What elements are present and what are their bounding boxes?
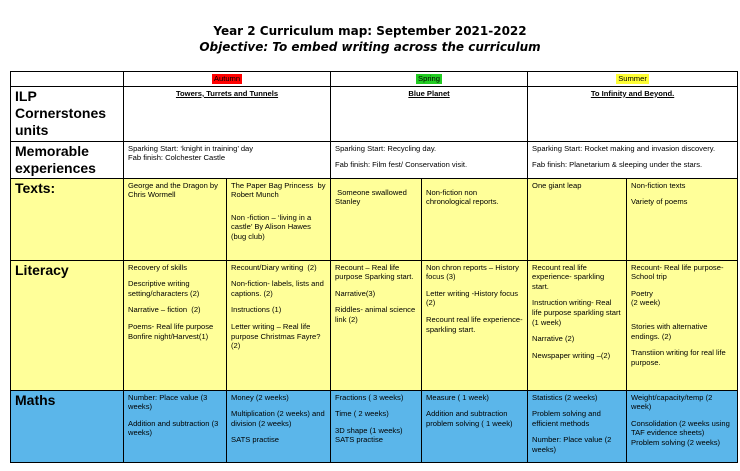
text-item: Variety of poems bbox=[631, 197, 688, 207]
literacy-item: Poems- Real life purpose Bonfire night/Harvest(1) bbox=[128, 321, 216, 341]
term-header-row bbox=[11, 72, 738, 87]
maths-item: Problem solving and efficient methods bbox=[532, 409, 603, 428]
literacy-cell bbox=[331, 260, 422, 390]
literacy-item: Transtiion writing for real life purpose. bbox=[631, 348, 728, 367]
text-item: One giant leap bbox=[532, 180, 582, 190]
text-item: The Paper Bag Princess by Robert Munch bbox=[231, 180, 328, 200]
literacy-item: Recount – Real life purpose Sparking start. bbox=[335, 262, 414, 282]
text-item: Non-fiction texts bbox=[631, 180, 686, 190]
term-spring-label: Spring bbox=[418, 74, 440, 83]
literacy-item: Non-fiction- labels, lists and captions. (2) bbox=[231, 279, 326, 298]
maths-item: SATS practise bbox=[231, 435, 279, 445]
literacy-item: Letter writing -History focus (2) bbox=[426, 288, 521, 308]
literacy-item: Non chron reports – History focus (3) bbox=[426, 262, 521, 282]
literacy-cell bbox=[422, 260, 528, 390]
memorable-summer-finish: Fab finish: Planetarium & sleeping under the stars. bbox=[532, 160, 703, 170]
text-item: Non -fiction – ‘living in a castle’ By Alison Hawes (bug club) bbox=[231, 212, 314, 241]
memorable-row bbox=[11, 141, 738, 178]
literacy-item: Instructions (1) bbox=[231, 305, 282, 315]
maths-item: Measure ( 1 week) bbox=[426, 392, 489, 402]
texts-row bbox=[11, 178, 738, 260]
corner-cell bbox=[11, 72, 124, 87]
literacy-cell bbox=[227, 260, 331, 390]
literacy-item: Narrative – fiction (2) bbox=[128, 305, 201, 315]
maths-item: Statistics (2 weeks) bbox=[532, 392, 598, 402]
literacy-item: Recount- Real life purpose- School trip bbox=[631, 262, 726, 282]
maths-cell bbox=[124, 390, 227, 462]
literacy-item: Instruction writing- Real life purpose sparkling start (1 week) bbox=[532, 298, 623, 327]
texts-cell bbox=[422, 178, 528, 260]
literacy-cell bbox=[627, 260, 738, 390]
texts-cell bbox=[627, 178, 738, 260]
literacy-cell bbox=[124, 260, 227, 390]
literacy-item: Recount real life experience- sparkling start. bbox=[426, 314, 525, 334]
literacy-item: Narrative (2) bbox=[532, 334, 575, 344]
literacy-item: Narrative(3) bbox=[335, 288, 376, 298]
maths-item: Weight/capacity/temp (2 week) bbox=[631, 392, 715, 412]
maths-item: Fractions ( 3 weeks) bbox=[335, 392, 404, 402]
row-heading-ilp: ILP Cornerstones units bbox=[11, 86, 124, 141]
memorable-autumn-start: Sparking Start: ‘knight in training’ day bbox=[128, 143, 254, 153]
theme-autumn: Towers, Turrets and Tunnels bbox=[124, 86, 331, 141]
maths-item: Time ( 2 weeks) bbox=[335, 409, 389, 419]
theme-spring: Blue Planet bbox=[331, 86, 528, 141]
ilp-row bbox=[11, 86, 738, 141]
term-spring-cell bbox=[331, 72, 528, 87]
texts-cell bbox=[528, 178, 627, 260]
theme-summer: To Infinity and Beyond. bbox=[528, 86, 738, 141]
literacy-item: Recount/Diary writing (2) bbox=[231, 262, 317, 272]
term-summer-cell bbox=[528, 72, 738, 87]
literacy-item: Recount real life experience- sparkling start. bbox=[532, 262, 607, 291]
term-summer-label: Summer bbox=[618, 74, 647, 83]
literacy-row bbox=[11, 260, 738, 390]
memorable-summer-cell bbox=[528, 141, 738, 178]
term-autumn-label: Autumn bbox=[213, 74, 241, 83]
memorable-spring-cell bbox=[331, 141, 528, 178]
literacy-item: Riddles- animal science link (2) bbox=[335, 305, 418, 324]
maths-item: Money (2 weeks) bbox=[231, 392, 289, 402]
maths-item: Addition and subtraction (3 weeks) bbox=[128, 418, 221, 438]
row-heading-memorable: Memorable experiences bbox=[11, 141, 124, 178]
maths-cell bbox=[331, 390, 422, 462]
texts-cell bbox=[124, 178, 227, 260]
maths-row bbox=[11, 390, 738, 462]
memorable-autumn-finish: Fab finish: Colchester Castle bbox=[128, 153, 226, 163]
memorable-autumn-cell bbox=[124, 141, 331, 178]
maths-cell bbox=[528, 390, 627, 462]
memorable-summer-start: Sparking Start: Rocket making and invasion discovery. bbox=[532, 143, 716, 153]
page-title: Year 2 Curriculum map: September 2021-2022 bbox=[213, 24, 527, 38]
maths-item: Multiplication (2 weeks) and division (2 weeks) bbox=[231, 409, 327, 428]
row-heading-maths: Maths bbox=[11, 390, 124, 462]
objective-subtitle: Objective: To embed writing across the curriculum bbox=[199, 40, 541, 54]
texts-cell bbox=[331, 178, 422, 260]
literacy-item: Newspaper writing –(2) bbox=[532, 350, 611, 360]
literacy-item: Descriptive writing setting/characters (2) bbox=[128, 279, 200, 298]
row-heading-literacy: Literacy bbox=[11, 260, 124, 390]
literacy-cell bbox=[528, 260, 627, 390]
maths-cell bbox=[227, 390, 331, 462]
literacy-item: Letter writing – Real life purpose Christmas Fayre? (2) bbox=[231, 321, 323, 351]
curriculum-table bbox=[10, 71, 738, 463]
row-heading-texts: Texts: bbox=[11, 178, 124, 260]
maths-item: Addition and subtraction problem solving ( 1 week) bbox=[426, 409, 513, 428]
text-item: George and the Dragon by Chris Wormell bbox=[128, 180, 221, 200]
literacy-item: Stories with alternative endings. (2) bbox=[631, 321, 710, 341]
term-autumn-cell bbox=[124, 72, 331, 87]
maths-cell bbox=[627, 390, 738, 462]
maths-item: 3D shape (1 weeks) SATS practise bbox=[335, 425, 403, 445]
texts-cell bbox=[227, 178, 331, 260]
maths-cell bbox=[422, 390, 528, 462]
text-item: Non-fiction non chronological reports. bbox=[426, 187, 499, 207]
memorable-spring-finish: Fab finish: Film fest/ Conservation visit. bbox=[335, 160, 468, 170]
maths-item: Consolidation (2 weeks using TAF evidence sheets) Problem solving (2 weeks) bbox=[631, 418, 730, 447]
maths-item: Number: Place value (2 weeks) bbox=[532, 435, 614, 454]
literacy-item: Recovery of skills bbox=[128, 262, 188, 272]
maths-item: Number: Place value (3 weeks) bbox=[128, 392, 210, 412]
text-item: Someone swallowed Stanley bbox=[335, 187, 409, 207]
memorable-spring-start: Sparking Start: Recycling day. bbox=[335, 143, 437, 153]
literacy-item: Poetry (2 week) bbox=[631, 288, 661, 308]
